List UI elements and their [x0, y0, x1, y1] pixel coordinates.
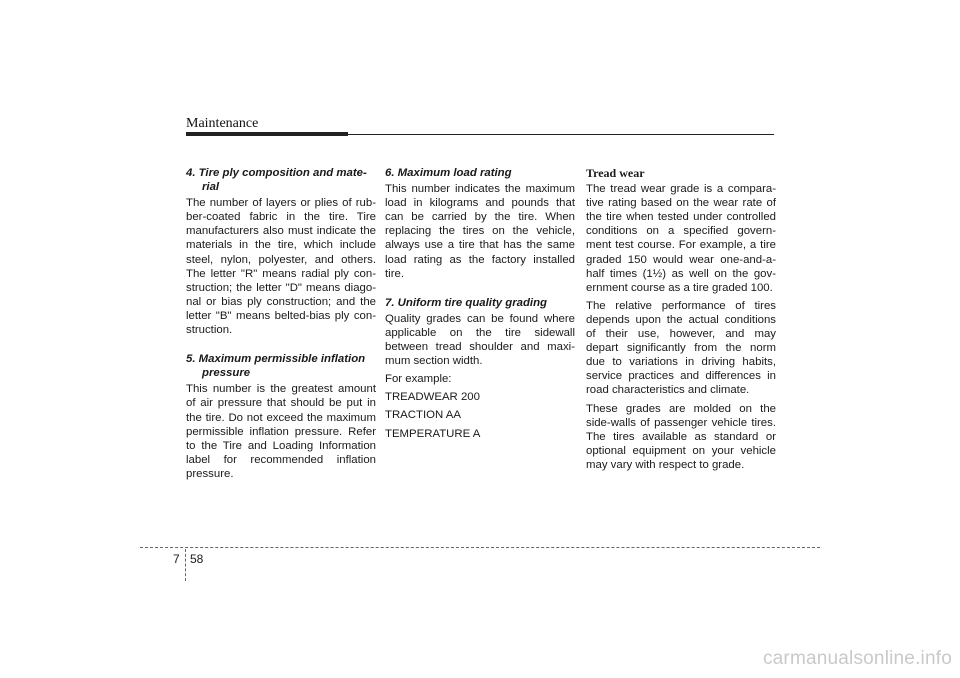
example-treadwear: TREADWEAR 200: [385, 391, 480, 404]
paragraph-utqg: Quality grades can be found where applicable on the tire sidewall between tread shoulder and maxi- mum section width.: [385, 312, 575, 368]
paragraph-tread-wear-3: These grades are molded on the side-walls of passenger vehicle tires. The tires available as standard or optional equipment on your vehicle may vary with respect to grade.: [586, 402, 776, 471]
example-temperature: TEMPERATURE A: [385, 427, 481, 440]
column-1: [186, 166, 376, 481]
heading-tire-ply-line2: rial: [202, 181, 220, 194]
paragraph-tread-wear-1: The tread wear grade is a compara- tive rating based on the wear rate of the tire when tested under controlled conditions on a specified govern- ment test course. For example, a tire graded 150 would wear one-and-a- half times (1½) as well on the gov- ernment course as a tire graded 100.: [586, 183, 776, 294]
heading-tread-wear: Tread wear: [586, 166, 645, 180]
footer-divider: [140, 547, 820, 548]
footer-vertical-divider: [185, 549, 186, 581]
column-2: [385, 166, 575, 441]
heading-utqg: 7. Uniform tire quality grading: [385, 296, 548, 309]
heading-tire-ply-line1: 4. Tire ply composition and mate-: [186, 167, 367, 179]
watermark-text: carmanualsonline.info: [762, 648, 952, 669]
section-title: Maintenance: [186, 116, 259, 131]
column-3: [586, 166, 776, 472]
paragraph-max-load: This number indicates the maximum load in kilograms and pounds that can be carried by the tire. When replacing the tires on the vehicle, always use a tire that has the same load rating as the factory installed tire.: [385, 183, 575, 280]
header-rule-accent: [186, 132, 348, 136]
chapter-number: 7: [173, 552, 180, 566]
heading-max-inflation-line2: pressure: [202, 367, 251, 380]
paragraph-tire-ply: The number of layers or plies of rub- ber-coated fabric in the tire. Tire manufacturers also must indicate the materials in the tire, which include steel, nylon, polyester, and others. The letter "R" means radial ply con- struction; the letter "D" means diago- nal or bias ply construction; and the letter "B" means belted-bias ply con- struction.: [186, 197, 376, 337]
heading-max-inflation-line1: 5. Maximum permissible inflation: [186, 353, 366, 366]
paragraph-tread-wear-2: The relative performance of tires depends upon the actual conditions of their use, however, and may depart significantly from the norm due to variations in driving habits, service practices and differences in road characteristics and climate.: [586, 299, 776, 397]
paragraph-max-inflation: This number is the greatest amount of air pressure that should be put in the tire. Do not exceed the maximum permissible inflation pressure. Refer to the Tire and Loading Information label for recommended inflation pressure.: [186, 383, 376, 480]
heading-tire-ply: [186, 166, 376, 194]
example-traction: TRACTION AA: [385, 409, 461, 422]
heading-max-inflation: [186, 352, 376, 380]
heading-max-load: 6. Maximum load rating: [385, 167, 512, 179]
page-number: 58: [190, 552, 204, 566]
example-intro: For example:: [385, 373, 452, 386]
